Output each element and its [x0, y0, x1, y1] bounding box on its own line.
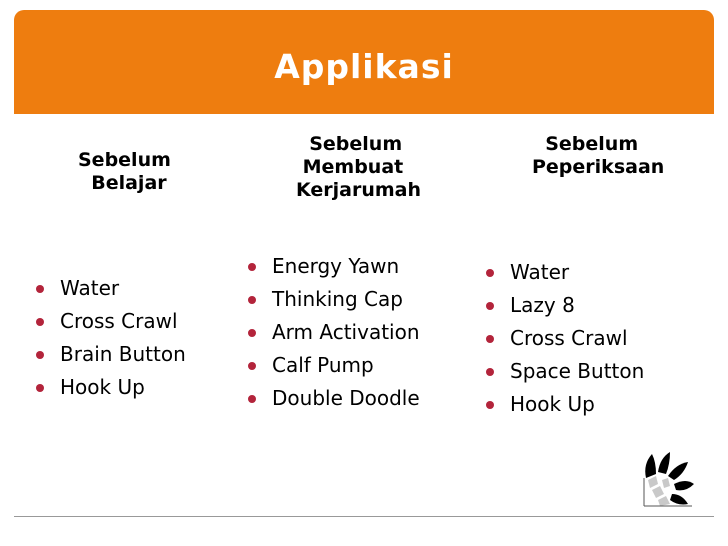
bullet-dot-icon: [36, 351, 44, 359]
list-item-label: Hook Up: [60, 375, 145, 399]
bullet-dot-icon: [486, 368, 494, 376]
column-header-line: Membuat: [296, 156, 404, 178]
list-item: [484, 388, 644, 421]
column-header-line: Sebelum: [532, 133, 639, 155]
bullet-list-sebelum-membuat-kerjarumah: [246, 250, 420, 415]
bullet-dot-icon: [486, 335, 494, 343]
column-header-sebelum-membuat-kerjarumah: [296, 133, 421, 202]
list-item: [246, 316, 420, 349]
bullet-dot-icon: [248, 329, 256, 337]
list-item: [34, 272, 186, 305]
list-item: [246, 250, 420, 283]
list-item-label: Thinking Cap: [272, 287, 403, 311]
slide-title: Applikasi: [274, 47, 454, 86]
bullet-dot-icon: [486, 269, 494, 277]
footer-divider: [14, 516, 714, 517]
bullet-dot-icon: [248, 395, 256, 403]
bullet-dot-icon: [486, 302, 494, 310]
list-item-label: Cross Crawl: [510, 326, 628, 350]
bullet-dot-icon: [248, 362, 256, 370]
list-item: [484, 256, 644, 289]
column-header-line: Belajar: [78, 172, 167, 194]
list-item-label: Water: [60, 276, 120, 300]
bullet-dot-icon: [36, 384, 44, 392]
list-item: [34, 338, 186, 371]
list-item: [246, 349, 420, 382]
column-header-line: Sebelum: [296, 133, 403, 155]
bullet-list-sebelum-peperiksaan: [484, 256, 644, 421]
bullet-list-sebelum-belajar: [34, 272, 186, 404]
bullet-dot-icon: [248, 296, 256, 304]
list-item: [34, 305, 186, 338]
list-item: [246, 382, 420, 415]
list-item-label: Calf Pump: [272, 353, 374, 377]
column-header-line: Peperiksaan: [532, 156, 665, 178]
column-header-sebelum-peperiksaan: [532, 133, 664, 179]
list-item: [34, 371, 186, 404]
column-header-line: Kerjarumah: [296, 179, 422, 201]
list-item-label: Hook Up: [510, 392, 595, 416]
list-item-label: Arm Activation: [272, 320, 420, 344]
list-item: [246, 283, 420, 316]
bullet-dot-icon: [486, 401, 494, 409]
list-item: [484, 322, 644, 355]
list-item: [484, 355, 644, 388]
column-header-line: Sebelum: [78, 149, 171, 171]
list-item-label: Double Doodle: [272, 386, 420, 410]
list-item-label: Space Button: [510, 359, 645, 383]
list-item-label: Energy Yawn: [272, 254, 400, 278]
bullet-dot-icon: [36, 285, 44, 293]
list-item: [484, 289, 644, 322]
sunburst-logo-icon: [640, 448, 696, 508]
list-item-label: Lazy 8: [510, 293, 575, 317]
list-item-label: Water: [510, 260, 570, 284]
bullet-dot-icon: [248, 263, 256, 271]
bullet-dot-icon: [36, 318, 44, 326]
column-header-sebelum-belajar: [78, 149, 171, 195]
list-item-label: Cross Crawl: [60, 309, 178, 333]
list-item-label: Brain Button: [60, 342, 186, 366]
